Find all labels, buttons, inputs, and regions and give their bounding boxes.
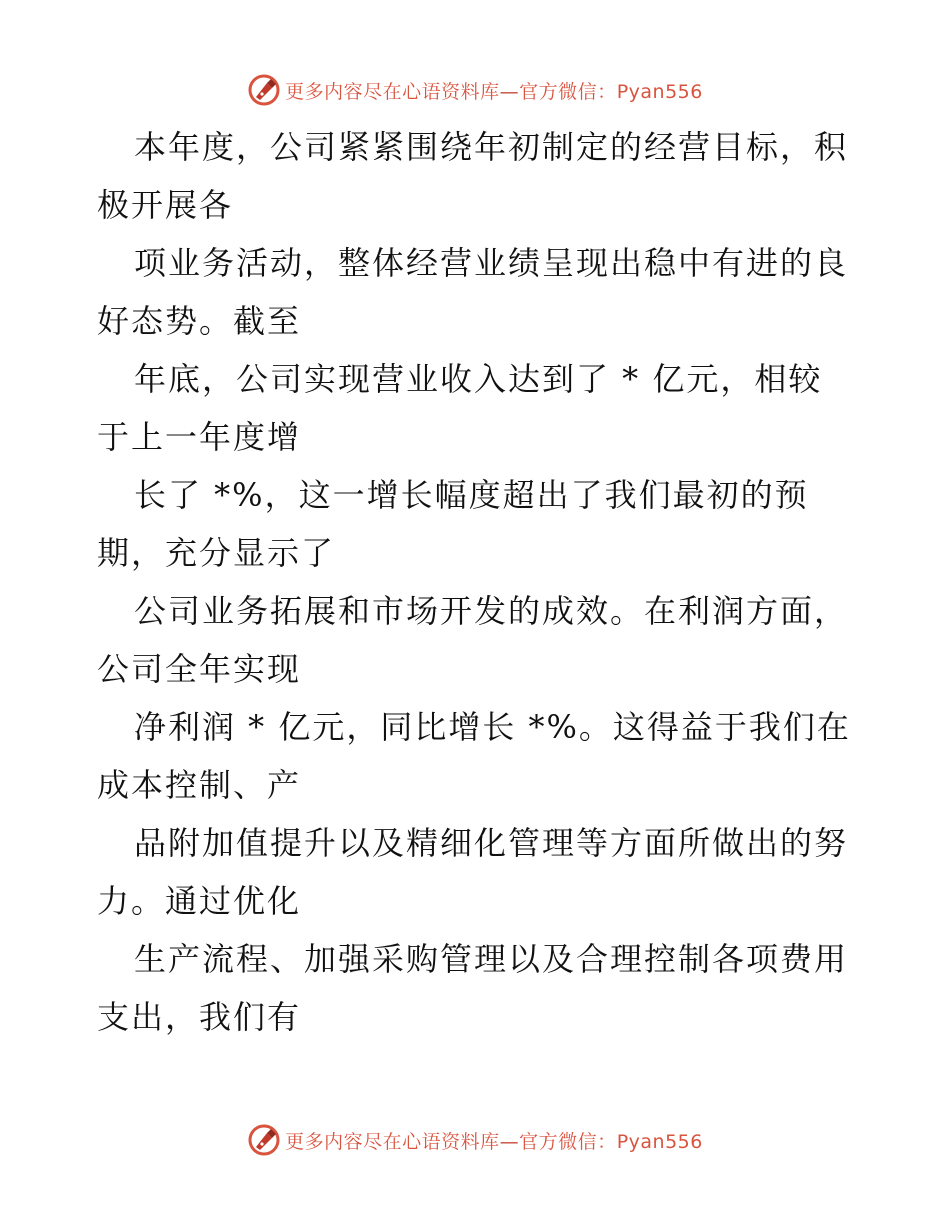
paragraph-line: 力。通过优化: [97, 882, 302, 920]
watermark-label: 官方微信：: [519, 1130, 617, 1153]
watermark-wechat-id: Pyan556: [616, 1130, 703, 1153]
watermark-brand: 更多内容尽在心语资料库: [285, 1130, 500, 1153]
watermark-text: [285, 1127, 703, 1154]
paragraph-line: 项业务活动，整体经营业绩呈现出稳中有进的良: [134, 244, 849, 282]
paragraph-line: 长了 *%，这一增长幅度超出了我们最初的预: [134, 476, 809, 514]
watermark-separator: —: [499, 80, 520, 103]
paragraph-line: 成本控制、产: [97, 766, 302, 804]
pen-nib-circle-icon: [247, 73, 281, 107]
watermark-text: [285, 77, 703, 104]
paragraph-line: 期，充分显示了: [97, 534, 336, 572]
paragraph-line: 净利润 * 亿元，同比增长 *%。这得益于我们在: [134, 708, 851, 746]
paragraph-line: 公司业务拓展和市场开发的成效。在利润方面，: [134, 592, 849, 630]
watermark-label: 官方微信：: [519, 80, 617, 103]
paragraph-line: 公司全年实现: [97, 650, 302, 688]
header-watermark: [0, 68, 950, 112]
paragraph-line: 于上一年度增: [97, 418, 302, 456]
paragraph-line: 极开展各: [97, 186, 234, 224]
paragraph-line: 本年度，公司紧紧围绕年初制定的经营目标，积: [134, 128, 849, 166]
watermark-separator: —: [499, 1130, 520, 1153]
watermark-wechat-id: Pyan556: [616, 80, 703, 103]
paragraph-line: 生产流程、加强采购管理以及合理控制各项费用: [134, 940, 849, 978]
footer-watermark: [0, 1118, 950, 1162]
paragraph-line: 支出，我们有: [97, 998, 302, 1036]
paragraph-line: 品附加值提升以及精细化管理等方面所做出的努: [134, 824, 849, 862]
paragraph-line: 年底，公司实现营业收入达到了 * 亿元，相较: [134, 360, 823, 398]
pen-nib-circle-icon: [247, 1123, 281, 1157]
paragraph-line: 好态势。截至: [97, 302, 302, 340]
watermark-brand: 更多内容尽在心语资料库: [285, 80, 500, 103]
